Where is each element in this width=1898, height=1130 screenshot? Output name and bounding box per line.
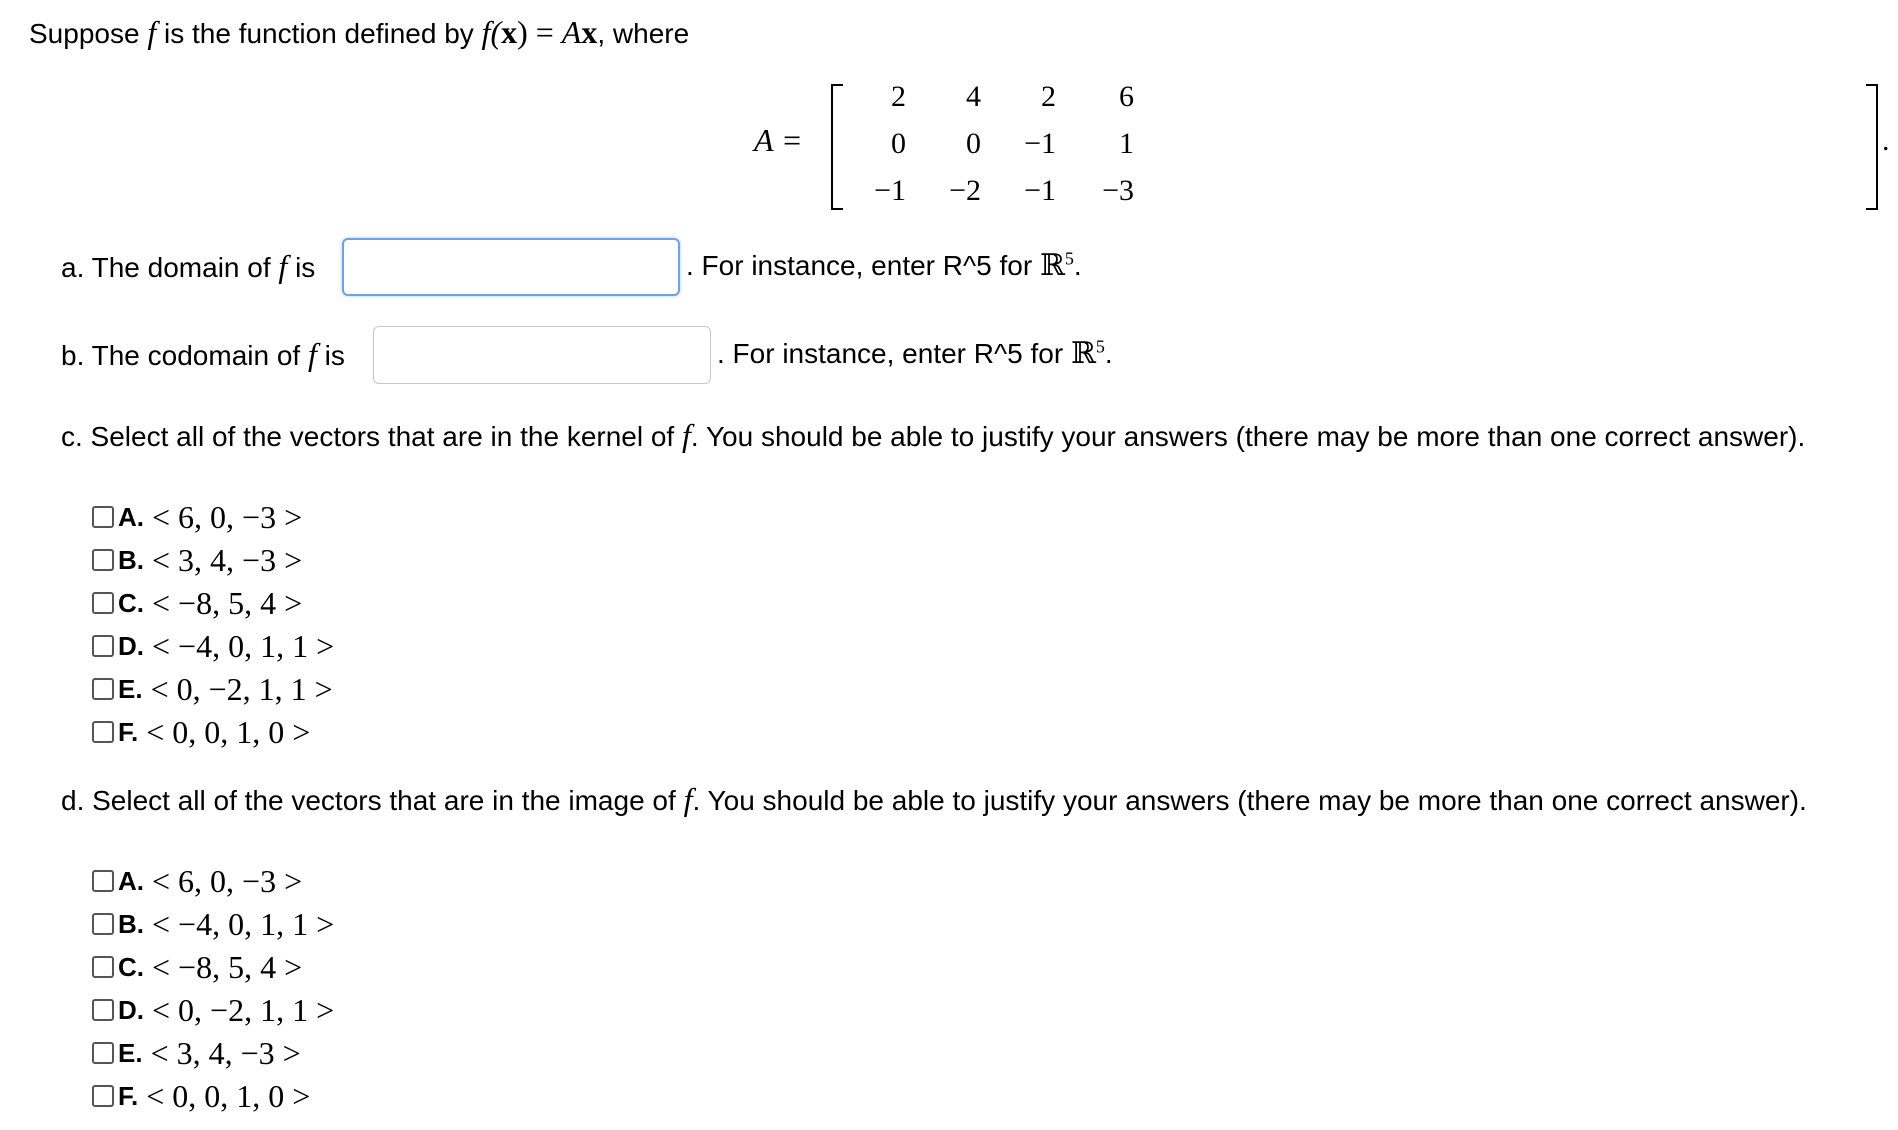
codomain-hint: . For instance, enter R^5 for ℝ$^5$.	[717, 336, 1113, 370]
kernel-option[interactable]	[92, 625, 334, 667]
option-vector: < 0, 0, 1, 0 >	[146, 713, 311, 750]
option-letter: C.	[118, 951, 144, 982]
image-checkbox[interactable]	[92, 870, 114, 892]
matrix-cell: −1	[1024, 127, 1056, 160]
kernel-checkbox[interactable]	[92, 506, 114, 528]
kernel-option[interactable]	[92, 582, 302, 624]
option-letter: E.	[118, 1037, 143, 1068]
matrix-right-bracket	[1866, 84, 1878, 210]
problem-intro	[29, 14, 689, 51]
option-letter: D.	[118, 994, 144, 1025]
option-letter: A.	[118, 865, 144, 896]
kernel-checkbox[interactable]	[92, 549, 114, 571]
intro-A: A	[561, 14, 582, 50]
intro-suffix: , where	[597, 18, 690, 49]
option-vector: < −8, 5, 4 >	[152, 948, 303, 985]
domain-hint: . For instance, enter R^5 for ℝ$^5$.	[686, 248, 1082, 282]
image-checkbox[interactable]	[92, 1085, 114, 1107]
codomain-label: b. The codomain of f is	[61, 336, 345, 372]
option-letter: B.	[118, 908, 144, 939]
matrix-cell: −2	[949, 174, 981, 207]
matrix-cell: 1	[1119, 127, 1134, 160]
intro-mid: is the function defined by	[164, 18, 474, 49]
kernel-checkbox[interactable]	[92, 592, 114, 614]
option-vector: < 3, 4, −3 >	[150, 1034, 301, 1071]
matrix-cell: 6	[1119, 80, 1134, 113]
matrix-cell: 0	[891, 127, 906, 160]
option-vector: < 0, −2, 1, 1 >	[150, 670, 333, 707]
option-vector: < −4, 0, 1, 1 >	[152, 905, 335, 942]
image-checkbox[interactable]	[92, 999, 114, 1021]
option-letter: E.	[118, 673, 143, 704]
domain-input[interactable]	[342, 238, 680, 296]
matrix-cell: −1	[874, 174, 906, 207]
option-vector: < −4, 0, 1, 1 >	[152, 627, 335, 664]
matrix-cell: −1	[1024, 174, 1056, 207]
image-option[interactable]	[92, 989, 334, 1031]
matrix-cell: 2	[1041, 80, 1056, 113]
kernel-question: c. Select all of the vectors that are in the kernel of f. You should be able to justify your answers (there may be more than one correct answer).	[61, 417, 1806, 453]
matrix-cell: −3	[1102, 174, 1134, 207]
intro-function-expression	[482, 14, 598, 50]
kernel-checkbox[interactable]	[92, 635, 114, 657]
matrix-cell: 4	[966, 80, 981, 113]
intro-f-symbol: f	[147, 14, 157, 50]
intro-prefix: Suppose	[29, 18, 140, 49]
image-option[interactable]	[92, 860, 302, 902]
option-vector: < −8, 5, 4 >	[152, 584, 303, 621]
codomain-input[interactable]	[373, 326, 711, 384]
intro-func-open: f(	[481, 14, 502, 50]
option-letter: C.	[118, 587, 144, 618]
option-letter: B.	[118, 544, 144, 575]
intro-func-close: ) =	[517, 14, 562, 50]
option-letter: A.	[118, 501, 144, 532]
option-vector: < 0, 0, 1, 0 >	[146, 1077, 311, 1114]
image-checkbox[interactable]	[92, 913, 114, 935]
option-letter: F.	[118, 1080, 139, 1111]
kernel-checkbox[interactable]	[92, 721, 114, 743]
image-option[interactable]	[92, 903, 334, 945]
kernel-option[interactable]	[92, 496, 302, 538]
option-vector: < 6, 0, −3 >	[152, 498, 303, 535]
image-question: d. Select all of the vectors that are in the image of f. You should be able to justify your answers (there may be more than one correct answer).	[61, 781, 1807, 817]
image-checkbox[interactable]	[92, 956, 114, 978]
kernel-checkbox[interactable]	[92, 678, 114, 700]
image-option[interactable]	[92, 946, 302, 988]
matrix-period: .	[1882, 124, 1890, 157]
kernel-option[interactable]	[92, 668, 333, 710]
option-letter: D.	[118, 630, 144, 661]
image-option[interactable]	[92, 1075, 310, 1117]
image-option[interactable]	[92, 1032, 301, 1074]
intro-x-vector-2: x	[581, 14, 598, 50]
matrix-cell: 0	[966, 127, 981, 160]
option-vector: < 6, 0, −3 >	[152, 862, 303, 899]
option-vector: < 0, −2, 1, 1 >	[152, 991, 335, 1028]
image-checkbox[interactable]	[92, 1042, 114, 1064]
kernel-option[interactable]	[92, 711, 310, 753]
kernel-option[interactable]	[92, 539, 302, 581]
intro-x-vector: x	[501, 14, 518, 50]
domain-label: a. The domain of f is	[61, 248, 316, 284]
matrix-cell: 2	[891, 80, 906, 113]
option-vector: < 3, 4, −3 >	[152, 541, 303, 578]
option-letter: F.	[118, 716, 139, 747]
matrix-lhs: A =	[754, 122, 803, 158]
